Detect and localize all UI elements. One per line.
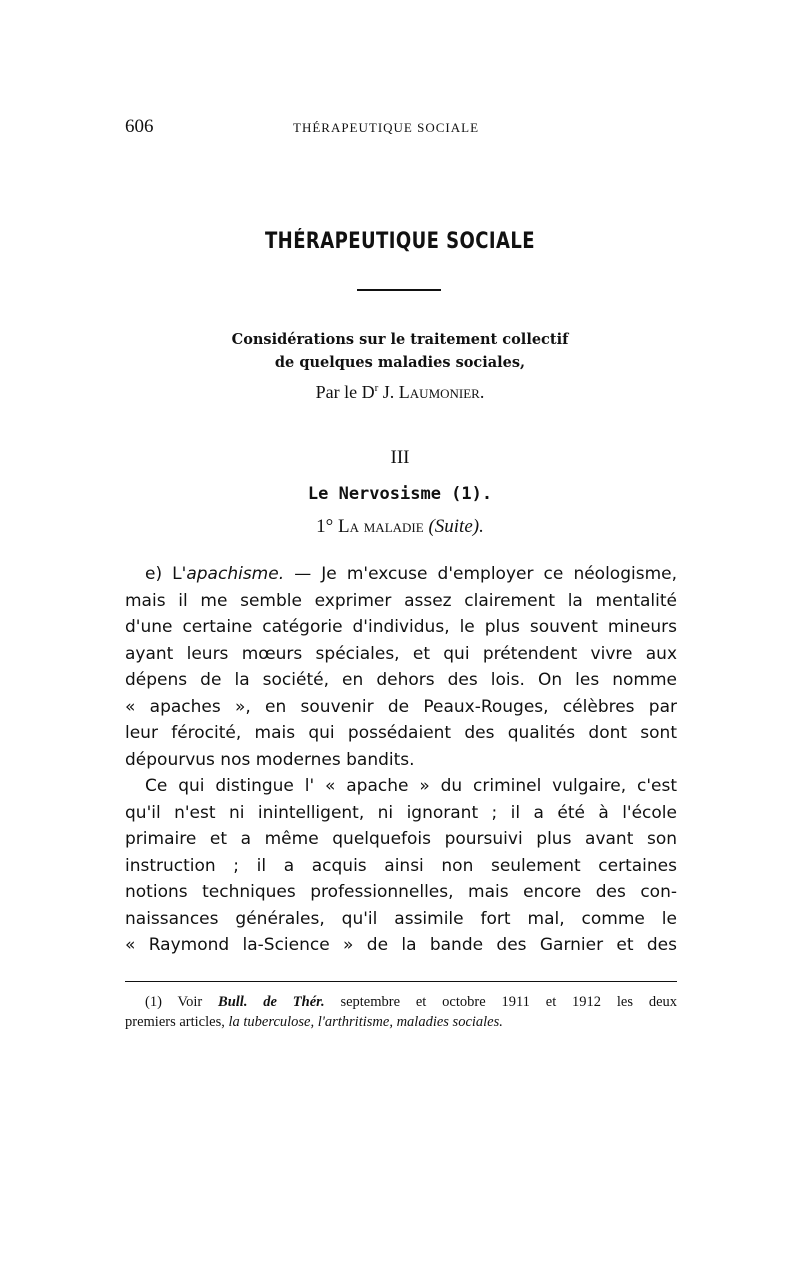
page-header [125,116,677,140]
sub-section-heading [0,516,800,538]
subtitle-line-2: de quelques maladies sociales, [274,354,526,371]
footnote [125,992,677,1032]
text-line: dépens de la société, en dehors des lois. On les nomme [125,670,677,690]
text-line: notions techniques professionnelles, mais encore des con- [125,882,677,902]
footnote-divider [125,981,677,982]
text-line: leur férocité, mais qui possédaient des qualités dont sont [125,723,677,743]
byline-sup: r [374,382,379,394]
section-number: III [390,447,410,468]
footnote-articles: la tuberculose, l'arthritisme, maladies sociales. [228,1014,503,1030]
article-title: THÉRAPEUTIQUE SOCIALE [264,229,536,254]
paragraph-lead-line [125,561,677,588]
lead-prefix: e) L' [145,564,187,584]
text-line: « Raymond la-Science » de la bande des Garnier et des [125,935,677,955]
footnote-text-1: septembre et octobre 1911 et 1912 les deux [324,994,678,1010]
text-line: mais il me semble exprimer assez clairement la mentalité [125,590,677,611]
byline [0,382,800,403]
body-text [125,561,677,959]
subtitle-line-1: Considérations sur le traitement collectif [231,331,569,348]
byline-prefix: Par le D [315,382,375,402]
lead-italic: apachisme. [186,564,285,584]
title-divider [357,289,441,291]
section-title: Le Nervosisme (1). [307,484,493,504]
text-line: ayant leurs mœurs spéciales, et qui prétendent vivre aux [125,643,677,664]
text-line: dépourvus nos modernes bandits. [125,749,415,770]
footnote-text-2: premiers articles, [125,1014,229,1030]
text-line: qu'il n'est ni inintelligent, ni ignorant ; il a été à l'école [125,802,677,823]
sub-section-number: 1° [316,516,334,537]
sub-section-note: (Suite). [428,516,484,537]
running-title: THÉRAPEUTIQUE SOCIALE [293,120,480,135]
byline-author: Laumonier. [398,382,485,402]
text-line: instruction ; il a acquis ainsi non seulement certaines [125,855,677,876]
footnote-marker: (1) Voir [145,994,203,1010]
text-line: Ce qui distingue l' « apache » du criminel vulgaire, c'est [145,776,677,796]
text-line: « apaches », en souvenir de Peaux-Rouges, célèbres par [125,696,677,717]
footnote-line-1 [125,992,677,1012]
text-line: d'une certaine catégorie d'individus, le plus souvent mineurs [125,617,677,637]
sub-section-label: La maladie [338,516,424,537]
page-number: 606 [125,116,154,137]
footnote-journal: Bull. de Thér. [218,994,325,1010]
byline-initial: J. [382,382,395,402]
text-line: naissances générales, qu'il assimile fort mal, comme le [125,908,677,929]
text-line: primaire et a même quelquefois poursuivi plus avant son [125,829,677,849]
lead-rest: — Je m'excuse d'employer ce néologisme, [284,564,677,584]
footnote-line-2 [125,1012,677,1032]
